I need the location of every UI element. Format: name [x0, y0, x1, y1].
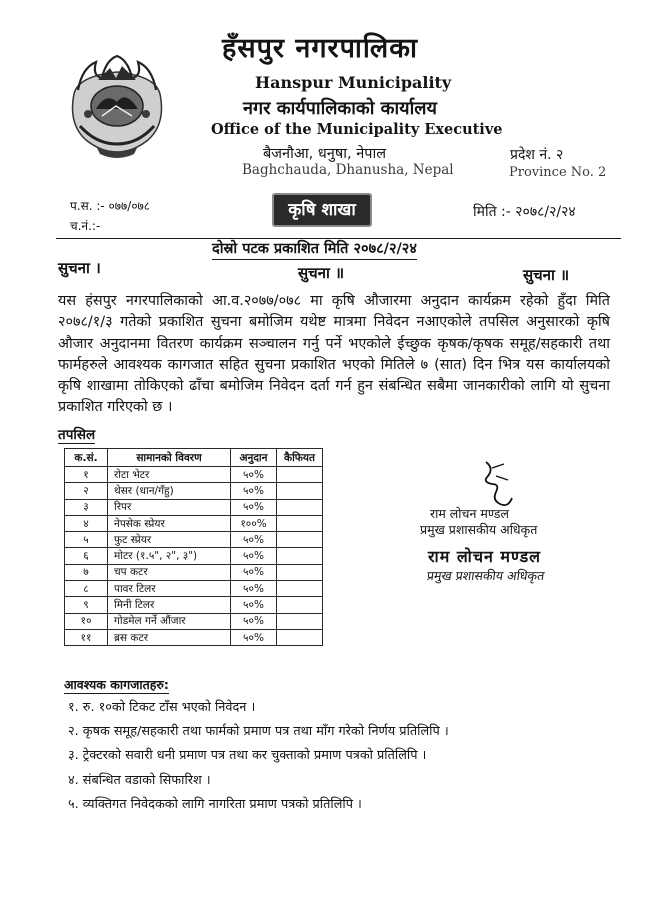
- address-np: बैजनौआ, धनुषा, नेपाल: [263, 146, 387, 162]
- row-remark: [277, 581, 323, 597]
- row-grant: ५०%: [231, 532, 277, 548]
- row-remark: [277, 483, 323, 499]
- list-item: ५. व्यक्तिगत निवेदकको लागि नागरिता प्रमाण पत्रको प्रतिलिपि ।: [68, 796, 362, 812]
- row-item: पावर टिलर: [108, 581, 231, 597]
- row-grant: ५०%: [231, 483, 277, 499]
- table-row: [65, 564, 323, 580]
- list-item: १. रु. १०को टिकट टाँस भएको निवेदन ।: [68, 700, 256, 715]
- row-item: ब्रस कटर: [108, 629, 231, 645]
- province-en: Province No. 2: [509, 165, 607, 180]
- row-remark: [277, 613, 323, 629]
- section-badge: कृषि शाखा: [272, 193, 372, 227]
- dispatch-number: च.नं.:-: [70, 219, 101, 233]
- table-heading: तपसिल: [58, 427, 96, 443]
- row-item: रिपर: [108, 499, 231, 515]
- row-remark: [277, 515, 323, 531]
- row-item: थेसर (धान/गँहु): [108, 483, 231, 499]
- row-item: मोटर (१.५", २", ३"): [108, 548, 231, 564]
- row-sn: ३: [65, 499, 108, 515]
- table-row: [65, 581, 323, 597]
- row-sn: ४: [65, 515, 108, 531]
- table-row: [65, 613, 323, 629]
- row-grant: ५०%: [231, 597, 277, 613]
- row-item: चप कटर: [108, 564, 231, 580]
- row-item: रोटा भेटर: [108, 467, 231, 483]
- office-title-np: नगर कार्यपालिकाको कार्यालय: [243, 98, 437, 119]
- row-item: मिनी टिलर: [108, 597, 231, 613]
- reference-number: प.स. :- ०७७/०७८: [70, 199, 151, 213]
- row-sn: ५: [65, 532, 108, 548]
- row-sn: १०: [65, 613, 108, 629]
- row-remark: [277, 548, 323, 564]
- row-grant: ५०%: [231, 499, 277, 515]
- row-sn: ७: [65, 564, 108, 580]
- municipality-title-en: Hanspur Municipality: [255, 73, 452, 92]
- row-grant: ५०%: [231, 613, 277, 629]
- table-row: [65, 597, 323, 613]
- equipment-table: [64, 448, 323, 646]
- column-header: कैफियत: [277, 449, 323, 467]
- notice-label-3: सुचना ॥: [523, 266, 570, 284]
- row-remark: [277, 564, 323, 580]
- row-grant: ५०%: [231, 548, 277, 564]
- table-row: [65, 499, 323, 515]
- row-grant: १००%: [231, 515, 277, 531]
- stamp-post: प्रमुख प्रशासकीय अधिकृत: [425, 568, 546, 583]
- row-sn: १: [65, 467, 108, 483]
- row-remark: [277, 629, 323, 645]
- address-en: Baghchauda, Dhanusha, Nepal: [242, 162, 454, 178]
- reference-block: [70, 196, 150, 236]
- column-header: अनुदान: [231, 449, 277, 467]
- row-item: फुट स्प्रेयर: [108, 532, 231, 548]
- row-sn: २: [65, 483, 108, 499]
- row-grant: ५०%: [231, 467, 277, 483]
- nepal-emblem-icon: [66, 54, 168, 160]
- signatory-post: प्रमुख प्रशासकीय अधिकृत: [420, 522, 538, 537]
- row-remark: [277, 467, 323, 483]
- province-np: प्रदेश नं. २: [510, 147, 564, 163]
- letter-date: मिति :- २०७८/२/२४: [473, 204, 576, 220]
- list-item: ३. ट्रेक्टरको सवारी धनी प्रमाण पत्र तथा कर चुक्ताको प्रमाण पत्रको प्रतिलिपि ।: [68, 748, 427, 764]
- column-header: क.सं.: [65, 449, 108, 467]
- row-item: गोडमेल गर्ने औंजार: [108, 613, 231, 629]
- table-row: [65, 532, 323, 548]
- signatory-name: राम लोचन मण्डल: [430, 506, 509, 521]
- row-sn: ८: [65, 581, 108, 597]
- row-remark: [277, 532, 323, 548]
- documents-list: [68, 696, 449, 817]
- row-grant: ५०%: [231, 581, 277, 597]
- row-remark: [277, 499, 323, 515]
- table-row: [65, 483, 323, 499]
- list-item: २. कृषक समूह/सहकारी तथा फार्मको प्रमाण पत्र तथा माँग गरेको निर्णय प्रतिलिपि ।: [68, 724, 449, 740]
- documents-heading: आवश्यक कागजातहरु:: [64, 677, 169, 692]
- table-row: [65, 548, 323, 564]
- office-title-en: Office of the Municipality Executive: [211, 121, 503, 138]
- row-grant: ५०%: [231, 629, 277, 645]
- published-date-heading: दोस्रो पटक प्रकाशित मिति २०७८/२/२४: [212, 238, 417, 260]
- notice-label-1: सुचना ।: [58, 259, 101, 277]
- row-remark: [277, 597, 323, 613]
- table-header-row: [65, 449, 323, 467]
- notice-label-2: सुचना ॥: [298, 264, 345, 282]
- column-header: सामानको विवरण: [108, 449, 231, 467]
- row-sn: ६: [65, 548, 108, 564]
- row-item: नेपसेक स्प्रेयर: [108, 515, 231, 531]
- municipality-title-np: हँसपुर नगरपालिका: [222, 33, 418, 64]
- row-sn: ९: [65, 597, 108, 613]
- row-grant: ५०%: [231, 564, 277, 580]
- table-row: [65, 515, 323, 531]
- notice-paragraph: यस हंसपुर नगरपालिकाको आ.व.२०७७/०७८ मा कृषि औजारमा अनुदान कार्यक्रम रहेको हुँदा मिति २०७८/१/३ गतेको प्रकाशित सुचना बमोजिम यथेष्ट मात्रमा निवेदन नआएकोले तपसिल अनुसारको कृषि औजार अनुदानमा वितरण कार्यक्रम सञ्चालन गर्नु पर्ने भएकोले ईच्छुक कृषक/कृषक समूह/सहकारी तथा फार्महरुले आवश्यक कागजात सहित सुचना प्रकाशित भएको मितिले ७ (सात) दिन भित्र यस कार्यालयको कृषि शाखामा तोकिएको ढाँचा बमोजिम निवेदन दर्ता गर्न हुन संबन्धित सबैमा जानकारीको लागि यो सुचना प्रकाशित गरिएको छ ।: [58, 293, 610, 416]
- signature-mark-icon: [478, 458, 518, 510]
- list-item: ४. संबन्धित वडाको सिफारिश ।: [68, 772, 211, 788]
- table-row: [65, 629, 323, 645]
- table-row: [65, 467, 323, 483]
- stamp-name: राम लोचन मण्डल: [428, 547, 542, 566]
- row-sn: ११: [65, 629, 108, 645]
